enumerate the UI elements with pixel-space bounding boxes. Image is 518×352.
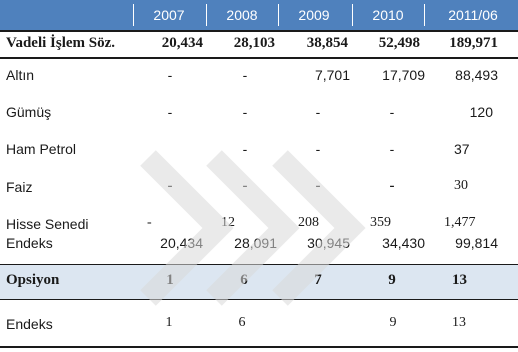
- cell-altin-2008: -: [242, 67, 248, 83]
- cell-faiz-2008: -: [242, 178, 248, 194]
- cell-ham-petrol-2009: -: [315, 141, 321, 157]
- cell-opsiyon-2007: 1: [166, 272, 174, 288]
- cell-vadeli-2010: 52,498: [378, 35, 420, 51]
- cell-hisse-2010: 359: [370, 215, 391, 230]
- cell-hisse-2011-06: 1,477: [444, 215, 476, 230]
- cell-endeks-2011-06: 99,814: [455, 235, 498, 251]
- cell-faiz-2011-06: 30: [454, 178, 468, 193]
- cell-altin-2007: -: [167, 67, 173, 83]
- bottom-rule: [0, 346, 518, 348]
- header-year-2007: 2007: [153, 7, 185, 23]
- cell-ham-petrol-2011-06: 37: [454, 141, 470, 157]
- cell-endeks-opsiyon-2011-06: 13: [452, 315, 466, 330]
- header-year-2008: 2008: [226, 7, 258, 23]
- cell-opsiyon-2010: 9: [388, 272, 396, 288]
- header-empty-cell: [0, 0, 133, 30]
- cell-vadeli-2007: 20,434: [161, 35, 203, 51]
- cell-endeks-2007: 20,434: [160, 235, 203, 251]
- cell-ham-petrol-2010: -: [389, 141, 395, 157]
- cell-vadeli-2008: 28,103: [233, 35, 275, 51]
- row-label-endeks: Endeks: [6, 235, 53, 251]
- row-rule: [0, 57, 518, 59]
- cell-gumus-2009: -: [315, 104, 321, 120]
- cell-altin-2009: 7,701: [314, 67, 350, 83]
- table-row-opsiyon: [0, 265, 518, 299]
- header-year-2010: 2010: [372, 7, 404, 23]
- header-year-2011-06: 2011/06: [448, 7, 498, 23]
- row-label-ham-petrol: Ham Petrol: [6, 141, 77, 157]
- cell-faiz-2010: -: [389, 178, 395, 194]
- cell-endeks-2009: 30,945: [307, 235, 350, 251]
- row-label-faiz: Faiz: [6, 179, 33, 195]
- cell-vadeli-2011-06: 189,971: [449, 35, 498, 51]
- cell-opsiyon-2011-06: 13: [452, 272, 467, 288]
- cell-faiz-2009: -: [315, 178, 321, 194]
- cell-hisse-2009: 208: [298, 215, 319, 230]
- cell-hisse-2007: -: [147, 215, 152, 230]
- cell-opsiyon-2008: 6: [240, 272, 248, 288]
- row-label-opsiyon: Opsiyon: [6, 272, 60, 288]
- header-separator: [424, 4, 425, 26]
- row-label-vadeli: Vadeli İşlem Söz.: [6, 35, 116, 51]
- header-year-2009: 2009: [298, 7, 330, 23]
- cell-endeks-opsiyon-2008: 6: [238, 315, 246, 330]
- cell-endeks-2008: 28,091: [234, 235, 277, 251]
- cell-gumus-2010: -: [389, 104, 395, 120]
- cell-vadeli-2009: 38,854: [306, 35, 348, 51]
- cell-endeks-opsiyon-2010: 9: [389, 315, 397, 330]
- row-label-hisse-senedi: Hisse Senedi: [6, 216, 89, 232]
- cell-gumus-2011-06: 120: [469, 104, 493, 120]
- cell-altin-2011-06: 88,493: [455, 67, 498, 83]
- cell-endeks-2010: 34,430: [382, 235, 425, 251]
- header-rule: [0, 30, 518, 32]
- cell-hisse-2008: 12: [221, 215, 235, 230]
- row-rule: [0, 299, 518, 300]
- cell-ham-petrol-2008: -: [242, 141, 248, 157]
- cell-gumus-2008: -: [242, 104, 248, 120]
- cell-altin-2010: 17,709: [382, 67, 425, 83]
- cell-gumus-2007: -: [167, 104, 173, 120]
- row-label-altin: Altın: [6, 67, 35, 83]
- row-label-gumus: Gümüş: [6, 104, 52, 120]
- row-label-endeks-opsiyon: Endeks: [6, 316, 53, 332]
- table-header-row: [0, 0, 518, 30]
- cell-endeks-opsiyon-2007: 1: [165, 315, 173, 330]
- cell-faiz-2007: -: [167, 178, 173, 194]
- cell-opsiyon-2009: 7: [314, 272, 322, 288]
